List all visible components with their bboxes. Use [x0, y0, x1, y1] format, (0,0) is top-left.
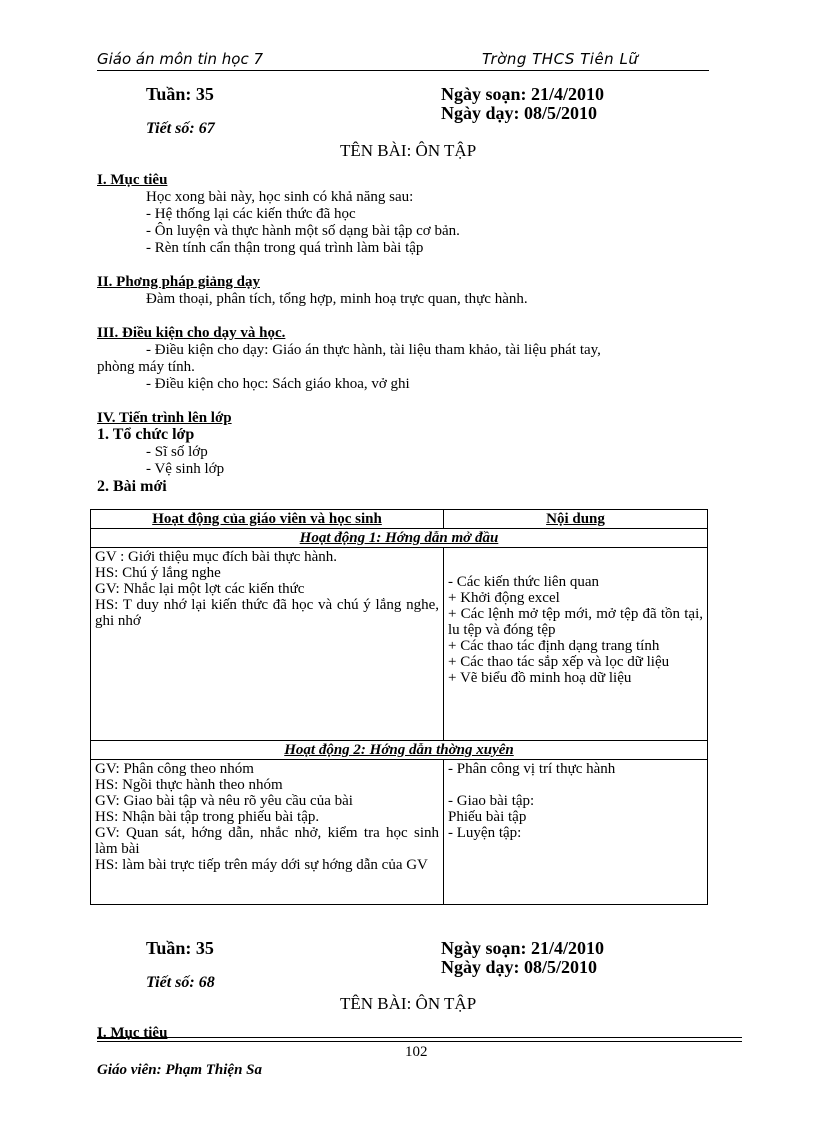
- header-rule: [97, 70, 709, 71]
- activity1-teacher-student: [91, 548, 444, 741]
- lesson1-week: Tuần: 35: [146, 84, 214, 104]
- table-line: GV: Nhắc lại một lợt các kiến thức: [95, 581, 305, 597]
- section-objectives-heading: I. Mục tiêu: [97, 172, 168, 188]
- table-line: + Các thao tác định dạng trang tính: [448, 638, 660, 654]
- activity1-content: [444, 548, 708, 741]
- table-line: HS: Nhận bài tập trong phiếu bài tập.: [95, 809, 320, 825]
- table-line: + Vẽ biểu đồ minh hoạ dữ liệu: [448, 670, 632, 686]
- lesson2-title: TÊN BÀI: ÔN TẬP: [340, 994, 477, 1013]
- lesson-plan-table: [90, 509, 708, 905]
- lesson2-week: Tuần: 35: [146, 938, 214, 958]
- lesson1-prep-date: Ngày soạn: 21/4/2010: [441, 84, 605, 104]
- page-number: 102: [405, 1044, 428, 1060]
- table-line: GV: Quan sát, hớng dẫn, nhắc nhở, kiểm tra học sinh làm bài: [95, 825, 439, 857]
- lesson2-prep-date: Ngày soạn: 21/4/2010: [441, 938, 605, 958]
- table-line: HS: Chú ý lắng nghe: [95, 565, 221, 581]
- table-blank-line: [448, 777, 703, 793]
- conditions-learning-line: - Điều kiện cho học: Sách giáo khoa, vở ghi: [146, 376, 410, 392]
- class-org-item: - Sĩ số lớp: [146, 444, 208, 460]
- activity1-title: Hoạt động 1: Hớng dẫn mở đầu: [91, 529, 708, 548]
- activity2-teacher-student: [91, 760, 444, 905]
- table-line: + Khởi động excel: [448, 590, 560, 606]
- subsection-class-org: 1. Tổ chức lớp: [97, 426, 195, 443]
- header-school-name: Trờng THCS Tiên Lữ: [482, 50, 639, 68]
- objective-line: - Hệ thống lại các kiến thức đã học: [146, 206, 356, 222]
- table-line: GV : Giới thiệu mục đích bài thực hành.: [95, 549, 337, 565]
- footer-rule: [97, 1037, 742, 1038]
- conditions-teaching-cont: phòng máy tính.: [97, 359, 195, 375]
- class-org-list: [146, 444, 224, 478]
- objective-line: Học xong bài này, học sinh có khả năng sau:: [146, 189, 414, 205]
- lesson2-teach-date: Ngày dạy: 08/5/2010: [441, 957, 598, 977]
- section-conditions-heading: III. Điều kiện cho dạy và học.: [97, 325, 286, 341]
- section-methods-heading: II. Phơng pháp giảng dạy: [97, 274, 260, 290]
- table-line: + Các lệnh mở tệp mới, mở tệp đã tồn tại, lu tệp và đóng tệp: [448, 606, 703, 638]
- objectives-list: [146, 189, 460, 257]
- objective-line: - Rèn tính cẩn thận trong quá trình làm bài tập: [146, 240, 424, 256]
- activity2-content: [444, 760, 708, 905]
- section-procedure-heading: IV. Tiến trình lên lớp: [97, 410, 232, 426]
- footer-teacher-name: Giáo viên: Phạm Thiện Sa: [97, 1062, 263, 1078]
- footer-rule-secondary: [97, 1041, 742, 1042]
- lesson1-title: TÊN BÀI: ÔN TẬP: [340, 141, 477, 160]
- table-line: GV: Giao bài tập và nêu rõ yêu cầu của bài: [95, 793, 353, 809]
- table-line: - Phân công vị trí thực hành: [448, 761, 616, 777]
- table-line: HS: Ngồi thực hành theo nhóm: [95, 777, 283, 793]
- table-line: HS: T duy nhớ lại kiến thức đã học và chú ý lắng nghe, ghi nhớ: [95, 597, 439, 629]
- activity1-row: [91, 548, 708, 741]
- col-activities-header: Hoạt động của giáo viên và học sinh: [91, 510, 444, 529]
- lesson2-objectives-heading: I. Mục tiêu: [97, 1025, 168, 1041]
- methods-line: Đàm thoại, phân tích, tổng hợp, minh hoạ trực quan, thực hành.: [146, 291, 528, 307]
- table-header-row: [91, 510, 708, 529]
- conditions-teaching-line: - Điều kiện cho dạy: Giáo án thực hành, tài liệu tham khảo, tài liệu phát tay,: [146, 342, 601, 358]
- table-line: - Luyện tập:: [448, 825, 522, 841]
- table-line: + Các thao tác sắp xếp và lọc dữ liệu: [448, 654, 670, 670]
- lesson2-period: Tiết số: 68: [146, 974, 215, 991]
- table-line: - Các kiến thức liên quan: [448, 574, 599, 590]
- activity1-title-row: [91, 529, 708, 548]
- header-school-subject: Giáo án môn tin học 7: [97, 50, 264, 68]
- table-line: HS: làm bài trực tiếp trên máy dới sự hớng dẫn của GV: [95, 857, 428, 873]
- table-line: Phiếu bài tập: [448, 809, 527, 825]
- lesson1-period: Tiết số: 67: [146, 120, 215, 137]
- subsection-new-lesson: 2. Bài mới: [97, 478, 167, 495]
- table-line: - Giao bài tập:: [448, 793, 535, 809]
- activity2-title: Hoạt động 2: Hớng dẫn thờng xuyên: [91, 741, 708, 760]
- objective-line: - Ôn luyện và thực hành một số dạng bài tập cơ bản.: [146, 223, 460, 239]
- col-content-header: Nội dung: [444, 510, 708, 529]
- table-line: GV: Phân công theo nhóm: [95, 761, 254, 777]
- class-org-item: - Vệ sinh lớp: [146, 461, 225, 477]
- lesson1-teach-date: Ngày dạy: 08/5/2010: [441, 103, 598, 123]
- activity2-row: [91, 760, 708, 905]
- activity2-title-row: [91, 741, 708, 760]
